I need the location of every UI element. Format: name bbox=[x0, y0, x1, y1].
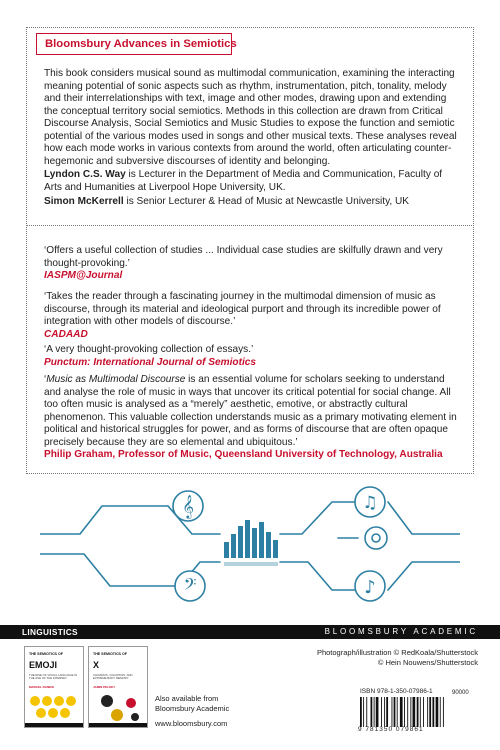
x-cover-illustration bbox=[97, 693, 143, 723]
review-quote: ‘Takes the reader through a fascinating journey in the multimodal dimension of music as discourse, through its material and ideological purport and through its incredible power of integration with other models of discourse.’ bbox=[44, 291, 441, 327]
barcode bbox=[360, 697, 478, 727]
review-quote: ‘Offers a useful collection of studies ... Individual case studies are skilfully drawn and very thought-provoking.’ bbox=[44, 245, 443, 269]
section-divider bbox=[26, 225, 474, 226]
review-quote-open: ‘ bbox=[44, 374, 47, 385]
author-bio-2: Simon McKerrell is Senior Lecturer & Head of Music at Newcastle University, UK bbox=[44, 196, 410, 207]
svg-text:𝄞: 𝄞 bbox=[182, 494, 194, 518]
isbn: ISBN 978-1-350-07986-1 bbox=[360, 688, 433, 695]
svg-text:♫: ♫ bbox=[362, 493, 378, 513]
book-cover-x: THE SEMIOTICS OF X CHIASMUS, COGNITION, AND EXTREME BODY MEMORY JAMIN PELKEY bbox=[88, 646, 148, 728]
svg-text:♪: ♪ bbox=[364, 577, 376, 598]
review-source: Philip Graham, Professor of Music, Queensland University of Technology, Australia bbox=[44, 449, 443, 460]
subject-category: LINGUISTICS bbox=[22, 627, 78, 637]
review-1 bbox=[44, 245, 462, 283]
review-source: IASPM@Journal bbox=[44, 270, 123, 281]
review-quote: is an essential volume for scholars seeking to understand and analyse the role of music in ways that uncover its critical potential for social change. All too often music is analysed as a “merely” aesthetic, emotive, or abstractly cultural phenomenon. This valuable collection understands music as a primary motivating element in political and historical struggles for power, and as forms of discourse that are often opaque precisely because they are so elemental and ubiquitous.’ bbox=[44, 374, 457, 448]
barcode-number: 9 781350 079861 bbox=[358, 726, 424, 733]
review-2 bbox=[44, 291, 462, 341]
image-credits: Photograph/illustration © RedKoala/Shutterstock © Hein Nouwens/Shutterstock bbox=[316, 648, 478, 667]
review-source: Punctum: International Journal of Semiotics bbox=[44, 356, 256, 368]
review-source: CADAAD bbox=[44, 328, 88, 340]
series-label: Bloomsbury Advances in Semiotics bbox=[36, 33, 232, 55]
review-4 bbox=[44, 374, 462, 462]
equalizer-icon bbox=[224, 520, 278, 566]
author-name-2: Simon McKerrell bbox=[44, 196, 124, 207]
publisher-website[interactable]: www.bloomsbury.com bbox=[155, 719, 228, 728]
music-circuit-illustration bbox=[40, 482, 460, 618]
french-horn-icon bbox=[365, 527, 387, 549]
svg-text:𝄢: 𝄢 bbox=[183, 574, 197, 598]
review-3 bbox=[44, 344, 462, 369]
author-name-1: Lyndon C.S. Way bbox=[44, 169, 126, 180]
book-title: X bbox=[93, 660, 100, 670]
author-bio-1: Lyndon C.S. Way is Lecturer in the Department of Media and Communication, Faculty of Arts and Humanities at Liverpool Hope University, UK. bbox=[44, 169, 443, 193]
also-available: Also available from Bloomsbury Academic bbox=[155, 694, 230, 713]
price-code: 90000 bbox=[452, 690, 469, 696]
review-quote: ‘A very thought-provoking collection of essays.’ bbox=[44, 344, 254, 355]
emoji-faces-illustration bbox=[29, 695, 81, 721]
book-cover-emoji: THE SEMIOTICS OF EMOJI THE RISE OF VISUAL LANGUAGE IN THE AGE OF THE INTERNET MARCEL DANESI bbox=[24, 646, 84, 728]
book-title: EMOJI bbox=[29, 660, 58, 670]
book-blurb: This book considers musical sound as multimodal communication, examining the interacting meaning potential of sonic aspects such as rhythm, instrumentation, pitch, tonality, melody and their interrelationships with text, image and other modes, drawing upon and extending the conceptual territory social semiotics. Methods in this collection are drawn from Critical Discourse Analysis, Social Semiotics and Music Studies to expose the function and semiotic potential of the various modes used in songs and other musical texts. These analyses reveal how each mode works in various contexts from around the world, often articulating counter-hegemonic and subversive discourses of identity and belonging. bbox=[44, 68, 457, 167]
review-quote-book-title: Music as Multimodal Discourse bbox=[46, 374, 186, 385]
publisher-name: BLOOMSBURY ACADEMIC bbox=[324, 627, 478, 636]
